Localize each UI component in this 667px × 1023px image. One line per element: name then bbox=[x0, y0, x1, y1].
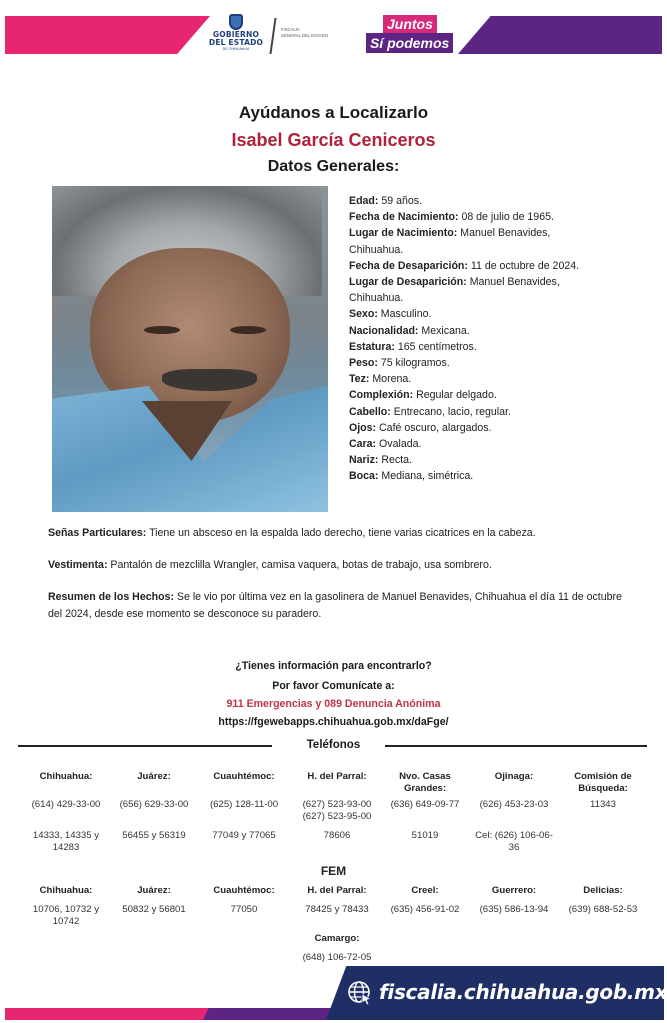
tel-city: Cuauhtémoc: bbox=[213, 771, 275, 782]
header-divider bbox=[269, 18, 276, 54]
tel-phone: (656) 629-33-00 bbox=[119, 799, 189, 810]
detail-fecha-nacimiento: Fecha de Nacimiento: 08 de julio de 1965. bbox=[349, 211, 554, 224]
fem-column bbox=[196, 885, 292, 916]
section-subheading: Datos Generales: bbox=[267, 158, 400, 175]
tel-phone: (625) 128-11-00 bbox=[209, 799, 279, 810]
detail-nariz: Nariz: Recta. bbox=[349, 454, 412, 467]
gobierno-line-1: GOBIERNO bbox=[212, 30, 260, 39]
detail-lugar-desaparicion: Lugar de Desaparición: Manuel Benavides, Chihuahua. bbox=[349, 276, 560, 305]
detail-lugar-nacimiento: Lugar de Nacimiento: Manuel Benavides, Chihuahua. bbox=[349, 227, 551, 256]
detail-boca: Boca: Mediana, simétrica. bbox=[349, 470, 474, 483]
fem-column bbox=[466, 885, 562, 916]
tel-column bbox=[555, 771, 651, 830]
divider-right bbox=[385, 745, 647, 747]
page-heading: Ayúdanos a Localizarlo bbox=[238, 103, 429, 122]
detail-sexo: Sexo: Masculino. bbox=[349, 308, 432, 321]
shield-icon bbox=[229, 14, 243, 30]
slogan-line-1: Juntos bbox=[383, 15, 437, 34]
tel-phone: (627) 523-93-00 (627) 523-95-00 bbox=[302, 799, 372, 822]
fem-value: (635) 586-13-94 bbox=[479, 904, 549, 915]
telefonos-grid bbox=[0, 771, 667, 861]
tel-ext: 51019 bbox=[411, 830, 439, 841]
fem-column bbox=[289, 885, 385, 916]
footer-website-link[interactable]: fiscalia.chihuahua.gob.mx bbox=[379, 980, 667, 1004]
senas-particulares: Señas Particulares: Tiene un absceso en la espalda lado derecho, tiene varias cicatrices en la cabeza. bbox=[48, 527, 536, 539]
fem-value: 77050 bbox=[230, 904, 258, 915]
fem-city: Cuauhtémoc: bbox=[213, 885, 275, 896]
tel-city: Comisión de Búsqueda: bbox=[574, 771, 632, 794]
tel-column bbox=[106, 771, 202, 842]
detail-cabello: Cabello: Entrecano, lacio, regular. bbox=[349, 405, 511, 418]
detail-edad: Edad: 59 años. bbox=[349, 195, 423, 207]
fem-city: Guerrero: bbox=[491, 885, 537, 896]
fem-value: 50832 y 56801 bbox=[122, 904, 186, 915]
resumen-hechos: Resumen de los Hechos: Se le vio por última vez en la gasolinera de Manuel Benavides, Chihuahua el día 11 de octubre del 2024, desde ese momento se desconoce su paradero. bbox=[48, 591, 622, 620]
person-name: Isabel García Ceniceros bbox=[231, 130, 436, 150]
fem-city: Chihuahua: bbox=[39, 885, 93, 896]
slogan-line-2: Sí podemos bbox=[366, 33, 453, 53]
missing-person-photo bbox=[52, 186, 328, 512]
footer-pink-band bbox=[5, 1008, 215, 1020]
fiscalia-logo bbox=[281, 27, 328, 39]
tel-phone: (614) 429-33-00 bbox=[31, 799, 101, 810]
header-purple-band bbox=[458, 16, 662, 54]
slogan-logo bbox=[366, 15, 462, 55]
tel-ext: 14333, 14335 y 14283 bbox=[32, 830, 100, 853]
detail-fecha-desaparicion: Fecha de Desaparición: 11 de octubre de 2024. bbox=[349, 259, 580, 272]
report-url-link[interactable]: https://fgewebapps.chihuahua.gob.mx/daFge/ bbox=[218, 716, 449, 728]
fem-city: Juárez: bbox=[137, 885, 171, 896]
tel-city: Chihuahua: bbox=[39, 771, 93, 782]
footer-purple-band bbox=[203, 1008, 343, 1020]
tel-column bbox=[466, 771, 562, 853]
tel-phone: (626) 453-23-03 bbox=[479, 799, 549, 810]
gobierno-line-2: DEL ESTADO bbox=[208, 38, 264, 47]
fem-city: H. del Parral: bbox=[307, 885, 367, 896]
tel-ext: Cel: (626) 106-06-36 bbox=[475, 830, 553, 853]
tel-city: H. del Parral: bbox=[307, 771, 367, 782]
tel-column bbox=[196, 771, 292, 842]
globe-cursor-icon bbox=[347, 980, 373, 1006]
detail-tez: Tez: Morena. bbox=[349, 373, 412, 386]
tel-phone: (636) 649-09-77 bbox=[390, 799, 460, 810]
contact-call-to-action: Por favor Comunícate a: bbox=[272, 680, 395, 692]
fem-value: 78425 y 78433 bbox=[305, 904, 369, 915]
contact-question: ¿Tienes información para encontrarlo? bbox=[235, 660, 432, 672]
tel-city: Juárez: bbox=[137, 771, 171, 782]
details-list bbox=[349, 193, 649, 485]
detail-cara: Cara: Ovalada. bbox=[349, 438, 422, 451]
fem-grid bbox=[0, 885, 667, 965]
tel-ext: 56455 y 56319 bbox=[122, 830, 186, 841]
fem-value: (639) 688-52-53 bbox=[568, 904, 638, 915]
detail-nacionalidad: Nacionalidad: Mexicana. bbox=[349, 324, 470, 337]
tel-ext: 77049 y 77065 bbox=[212, 830, 276, 841]
tel-column bbox=[18, 771, 114, 853]
fiscalia-line-2: GENERAL DEL ESTADO bbox=[281, 33, 329, 38]
fem-column bbox=[106, 885, 202, 916]
gobierno-logo bbox=[206, 14, 266, 60]
fem-column bbox=[555, 885, 651, 916]
fem-title: FEM bbox=[320, 864, 347, 878]
detail-ojos: Ojos: Café oscuro, alargados. bbox=[349, 421, 492, 434]
fem-value: (648) 106-72-05 bbox=[302, 952, 372, 963]
fem-value: (635) 456-91-02 bbox=[390, 904, 460, 915]
detail-peso: Peso: 75 kilogramos. bbox=[349, 357, 450, 370]
tel-column bbox=[289, 771, 385, 842]
detail-estatura: Estatura: 165 centímetros. bbox=[349, 340, 477, 353]
fem-city: Delicias: bbox=[583, 885, 623, 896]
fem-column bbox=[377, 885, 473, 916]
tel-ext: 78606 bbox=[323, 830, 351, 841]
tel-city: Nvo. Casas Grandes: bbox=[399, 771, 451, 794]
tel-city: Ojinaga: bbox=[494, 771, 534, 782]
emergency-numbers: 911 Emergencias y 089 Denuncia Anónima bbox=[226, 698, 441, 710]
fiscalia-line-1: FISCALÍA bbox=[281, 27, 300, 32]
fem-column-camargo bbox=[289, 933, 385, 964]
tel-column bbox=[377, 771, 473, 842]
detail-complexion: Complexión: Regular delgado. bbox=[349, 389, 497, 402]
tel-phone: 11343 bbox=[590, 799, 616, 810]
vestimenta: Vestimenta: Pantalón de mezclilla Wrangler, camisa vaquera, botas de trabajo, usa sombrero. bbox=[48, 559, 492, 571]
fem-city: Camargo: bbox=[314, 933, 360, 944]
telefonos-title: Teléfonos bbox=[306, 739, 361, 751]
fem-city: Creel: bbox=[411, 885, 439, 896]
fem-value: 10706, 10732 y 10742 bbox=[32, 904, 100, 927]
header-pink-band bbox=[5, 16, 210, 54]
fem-column bbox=[18, 885, 114, 927]
gobierno-line-3: DE CHIHUAHUA bbox=[222, 47, 250, 51]
